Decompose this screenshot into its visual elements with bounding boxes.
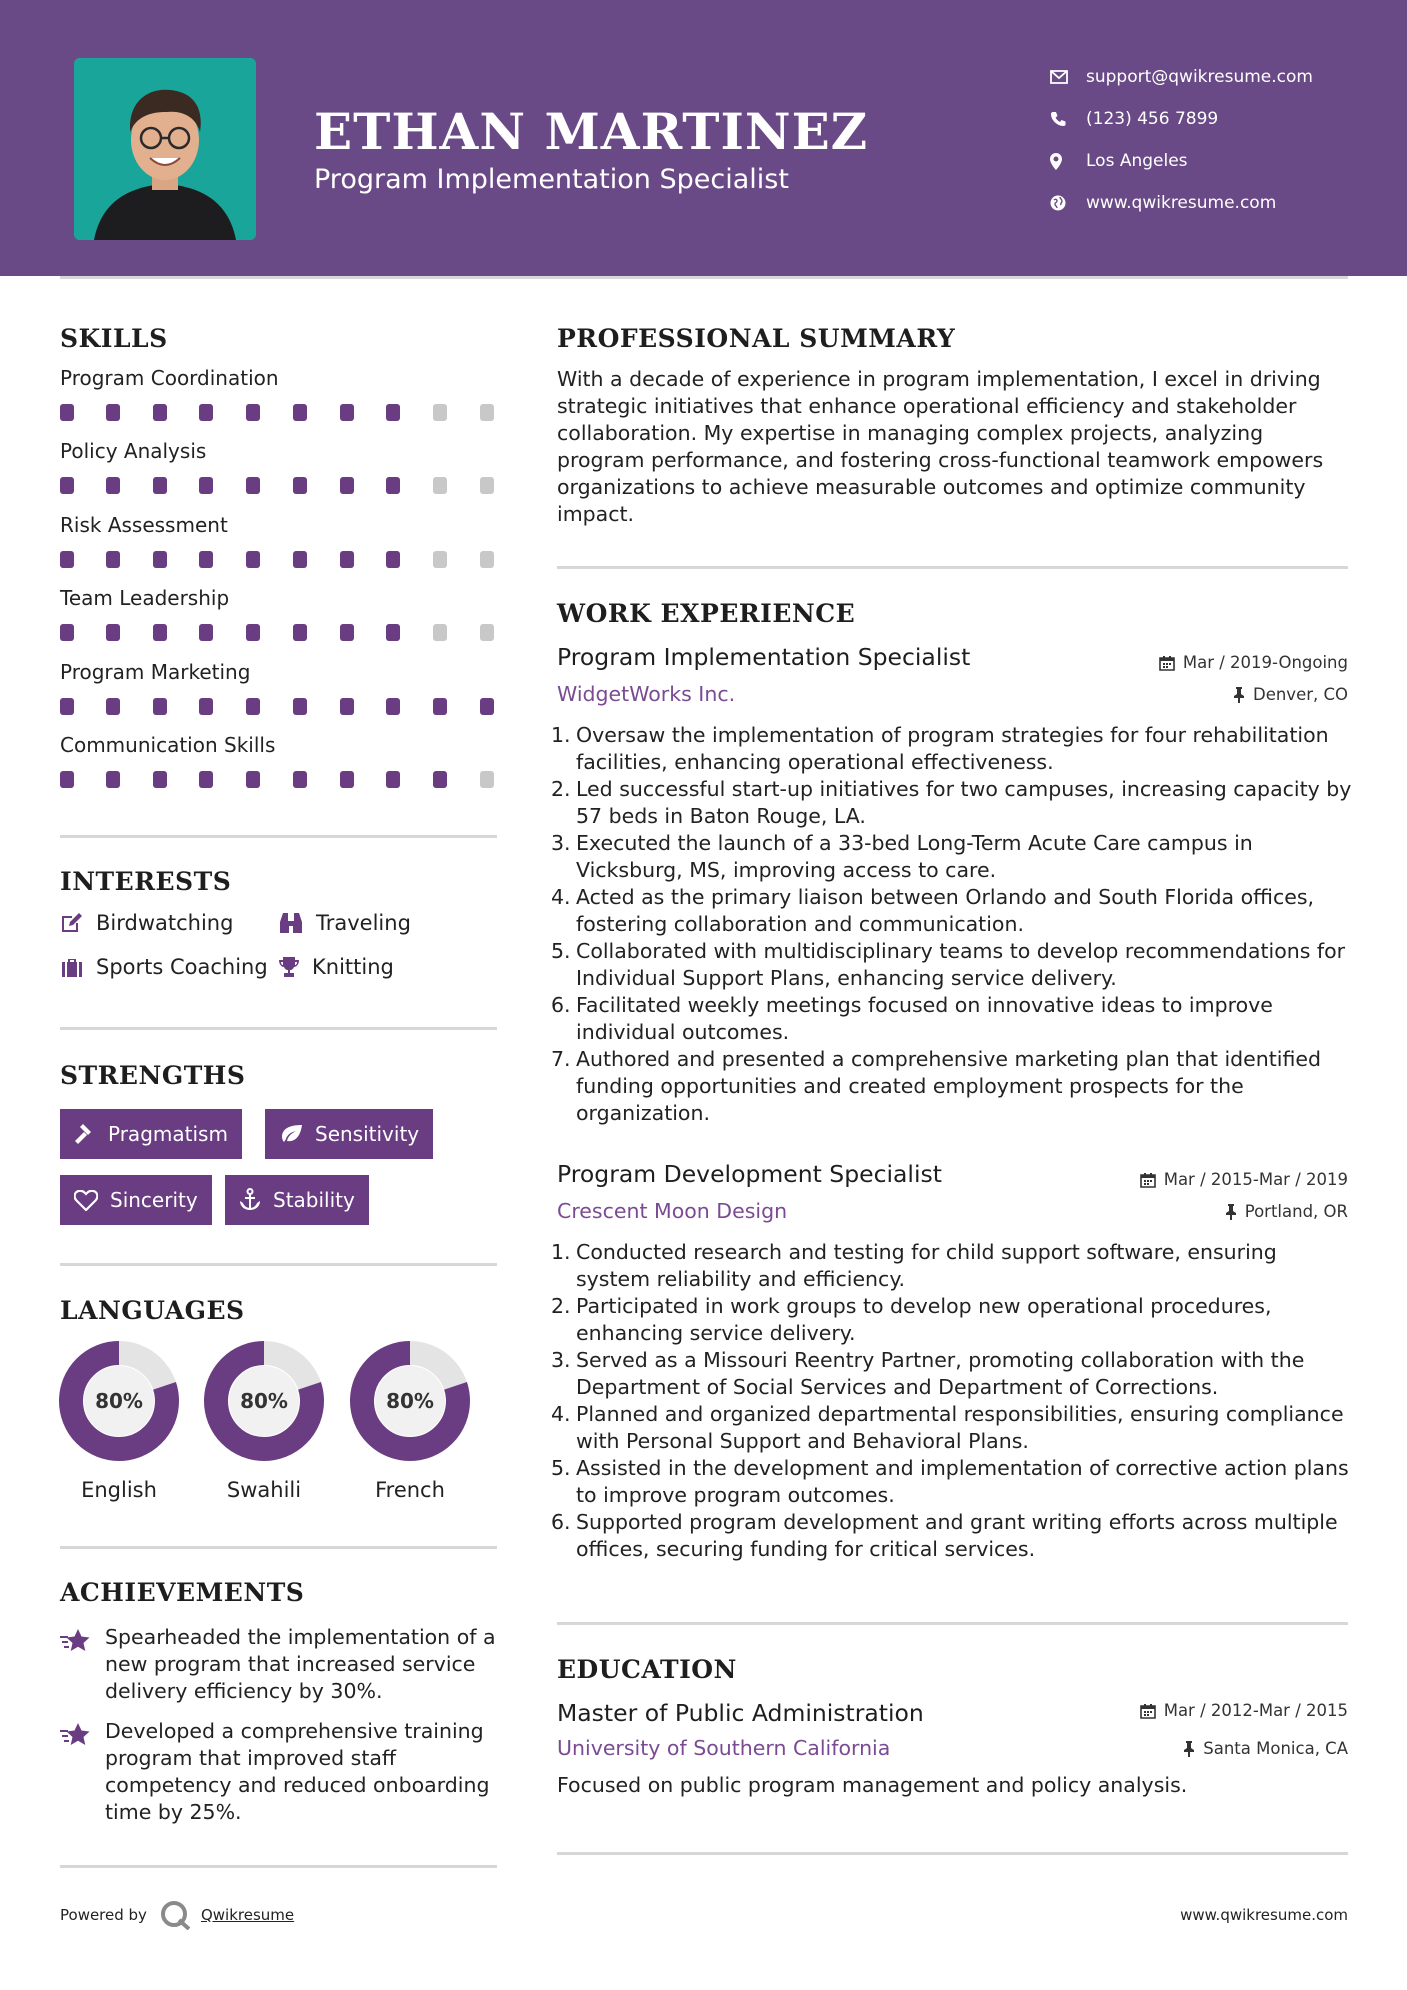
skill-item (60, 586, 500, 642)
language-item (203, 1340, 325, 1502)
skill-name: Team Leadership (60, 586, 230, 611)
job-bullets (551, 722, 1357, 1127)
pin-icon (1233, 687, 1245, 703)
resume-header (0, 0, 1407, 276)
footer-powered-by (60, 1900, 294, 1930)
skill-item (60, 439, 500, 495)
skill-dot-filled (386, 477, 400, 494)
skill-item (60, 366, 500, 422)
experience-heading: WORK EXPERIENCE (557, 599, 856, 628)
contact-location (1050, 140, 1313, 182)
header-divider (60, 276, 1348, 279)
location-text: Santa Monica, CA (1203, 1739, 1348, 1758)
skill-dot-filled (293, 404, 307, 421)
skill-dot-filled (106, 624, 120, 641)
job-bullet (551, 992, 1357, 1046)
job-bullet (551, 1293, 1357, 1347)
skill-dot-filled (480, 698, 494, 715)
bullet-number: 1. (551, 723, 571, 747)
skill-dot-filled (246, 771, 260, 788)
qwikresume-logo-icon (159, 1900, 193, 1930)
languages-heading: LANGUAGES (60, 1296, 245, 1325)
date-text: Mar / 2012-Mar / 2015 (1163, 1701, 1348, 1720)
contact-website[interactable] (1050, 182, 1313, 224)
strength-label: Sincerity (110, 1188, 198, 1212)
bullet-number: 3. (551, 831, 571, 855)
section-divider (557, 1852, 1348, 1855)
section-divider (60, 1027, 497, 1030)
gavel-icon (74, 1123, 96, 1145)
skill-level-dots (60, 698, 500, 716)
skill-dot-filled (293, 771, 307, 788)
skill-dot-filled (340, 404, 354, 421)
skill-level-dots (60, 477, 500, 495)
job-bullet (551, 1046, 1357, 1127)
skill-name: Program Coordination (60, 366, 279, 390)
skill-name: Risk Assessment (60, 512, 228, 537)
strength-label: Stability (273, 1188, 355, 1212)
bullet-text: Supported program development and grant writing efforts across multiple offices, securing funding for critical services. (576, 1510, 1338, 1561)
location-text: Portland, OR (1244, 1202, 1348, 1221)
skill-dot-filled (340, 698, 354, 715)
skill-dot-filled (106, 551, 120, 568)
job-bullet (551, 1509, 1357, 1563)
location-icon (1050, 153, 1086, 170)
powered-by-text: Powered by (60, 1906, 147, 1924)
star-icon (60, 1624, 105, 1705)
skill-dot-filled (199, 551, 213, 568)
bullet-text: Planned and organized departmental responsibilities, ensuring compliance with Personal Support and Behavioral Plans. (576, 1402, 1344, 1453)
skill-dot-filled (340, 477, 354, 494)
skill-dot-empty (480, 551, 494, 568)
skill-dot-empty (480, 404, 494, 421)
job-dates (1159, 653, 1348, 672)
skill-dot-empty (433, 551, 447, 568)
skill-dot-filled (153, 551, 167, 568)
skill-dot-filled (386, 551, 400, 568)
company-name: WidgetWorks Inc. (557, 682, 736, 706)
skill-name: Program Marketing (60, 659, 251, 684)
bullet-number: 5. (551, 939, 571, 963)
interest-label: Traveling (316, 911, 411, 935)
bullet-number: 4. (551, 1402, 571, 1426)
skill-dot-filled (106, 404, 120, 421)
interests-heading: INTERESTS (60, 867, 232, 896)
bullet-text: Led successful start-up initiatives for two campuses, increasing capacity by 57 beds in Baton Rouge, LA. (576, 777, 1352, 828)
section-divider (557, 1622, 1348, 1625)
strength-tag (60, 1175, 212, 1225)
skill-dot-filled (293, 551, 307, 568)
skill-dot-empty (433, 404, 447, 421)
strengths-heading: STRENGTHS (60, 1061, 246, 1090)
skill-level-dots (60, 551, 500, 569)
skill-dot-filled (60, 771, 74, 788)
trophy-icon (278, 956, 300, 978)
language-name: English (81, 1478, 157, 1502)
skill-dot-filled (153, 624, 167, 641)
skill-dot-filled (106, 698, 120, 715)
skill-dot-filled (340, 624, 354, 641)
job-bullet (551, 722, 1357, 776)
email-icon (1050, 70, 1086, 84)
skill-dot-filled (433, 698, 447, 715)
skill-dot-filled (340, 551, 354, 568)
strength-tag (60, 1109, 242, 1159)
bullet-number: 6. (551, 993, 571, 1017)
language-percent: 80% (386, 1389, 434, 1413)
strength-tag (225, 1175, 369, 1225)
skills-heading: SKILLS (60, 324, 168, 353)
calendar-icon (1140, 1172, 1156, 1188)
skill-dot-empty (480, 624, 494, 641)
skill-level-dots (60, 624, 500, 642)
skill-dot-filled (433, 771, 447, 788)
skill-dot-filled (106, 771, 120, 788)
language-name: French (375, 1478, 445, 1502)
strength-label: Sensitivity (315, 1122, 420, 1146)
achievement-item (60, 1624, 500, 1705)
achievement-text: Spearheaded the implementation of a new program that increased service delivery efficiency by 30%. (105, 1625, 496, 1703)
job-title: Program Development Specialist (557, 1160, 942, 1188)
interest-item (60, 955, 268, 979)
language-item (58, 1340, 180, 1502)
bullet-number: 7. (551, 1047, 571, 1071)
skill-level-dots (60, 771, 500, 789)
skill-dot-filled (153, 477, 167, 494)
skill-dot-filled (246, 404, 260, 421)
skill-dot-filled (60, 477, 74, 494)
job-location (1225, 1202, 1348, 1221)
language-item (349, 1340, 471, 1502)
skill-dot-filled (106, 477, 120, 494)
bullet-text: Executed the launch of a 33-bed Long-Term Acute Care campus in Vicksburg, MS, improving access to care. (576, 831, 1253, 882)
pin-icon (1225, 1204, 1237, 1220)
bullet-text: Collaborated with multidisciplinary teams to develop recommendations for Individual Support Plans, enhancing service delivery. (576, 939, 1346, 990)
bullet-text: Oversaw the implementation of program strategies for four rehabilitation facilities, enhancing operational effectiveness. (576, 723, 1329, 774)
date-text: Mar / 2015-Mar / 2019 (1163, 1170, 1348, 1189)
section-divider (60, 835, 497, 838)
bullet-text: Conducted research and testing for child support software, ensuring system reliability and efficiency. (576, 1240, 1277, 1291)
job-bullet (551, 776, 1357, 830)
bullet-number: 6. (551, 1510, 571, 1534)
contact-list (1050, 56, 1313, 224)
candidate-name: ETHAN MARTINEZ (314, 102, 869, 161)
job-bullets (551, 1239, 1357, 1563)
interest-label: Knitting (312, 955, 394, 979)
pin-icon (1183, 1741, 1195, 1757)
date-text: Mar / 2019-Ongoing (1182, 653, 1348, 672)
bullet-text: Assisted in the development and implementation of corrective action plans to improve program outcomes. (576, 1456, 1349, 1507)
education-description: Focused on public program management and policy analysis. (557, 1773, 1188, 1797)
section-divider (60, 1263, 497, 1266)
calendar-icon (1159, 655, 1175, 671)
skill-dot-filled (199, 698, 213, 715)
job-bullet (551, 1401, 1357, 1455)
skill-dot-filled (246, 698, 260, 715)
language-donut (203, 1340, 325, 1462)
bullet-text: Authored and presented a comprehensive marketing plan that identified funding opportunities and created employment prospects for the organization. (576, 1047, 1322, 1125)
skill-dot-filled (246, 624, 260, 641)
job-dates (1140, 1170, 1348, 1189)
bullet-number: 5. (551, 1456, 571, 1480)
profile-photo (74, 58, 256, 240)
suitcase-icon (60, 957, 84, 977)
contact-phone[interactable] (1050, 98, 1313, 140)
job-bullet (551, 1239, 1357, 1293)
summary-heading: PROFESSIONAL SUMMARY (557, 324, 956, 353)
star-icon (60, 1718, 105, 1826)
skill-dot-filled (199, 404, 213, 421)
skill-dot-filled (153, 404, 167, 421)
heart-icon (74, 1190, 98, 1211)
skill-dot-filled (199, 771, 213, 788)
skill-dot-filled (246, 551, 260, 568)
bullet-number: 1. (551, 1240, 571, 1264)
section-divider (557, 566, 1348, 569)
contact-text: support@qwikresume.com (1086, 67, 1313, 87)
skill-dot-filled (293, 477, 307, 494)
skill-dot-empty (433, 477, 447, 494)
skill-dot-filled (60, 551, 74, 568)
calendar-icon (1140, 1703, 1156, 1719)
interest-item (60, 911, 233, 935)
education-heading: EDUCATION (557, 1655, 737, 1684)
skill-dot-filled (386, 771, 400, 788)
skill-dot-filled (153, 698, 167, 715)
school-name: University of Southern California (557, 1736, 891, 1760)
company-name: Crescent Moon Design (557, 1199, 788, 1223)
bullet-text: Served as a Missouri Reentry Partner, promoting collaboration with the Department of Social Services and Department of Corrections. (576, 1348, 1305, 1399)
skill-dot-filled (60, 404, 74, 421)
skill-dot-filled (293, 698, 307, 715)
skill-dot-filled (386, 698, 400, 715)
bullet-number: 2. (551, 777, 571, 801)
summary-text: With a decade of experience in program implementation, I excel in driving strategic initiatives that enhance operational efficiency and stakeholder collaboration. My expertise in managing complex projects, analyzing program performance, and fostering cross-functional teamwork empowers organizations to achieve measurable outcomes and optimize community impact. (557, 367, 1324, 526)
skill-dot-filled (60, 698, 74, 715)
job-title: Program Implementation Specialist (557, 643, 971, 671)
binoculars-icon (278, 912, 304, 934)
skill-dot-filled (293, 624, 307, 641)
interest-item (278, 955, 394, 979)
language-percent: 80% (95, 1389, 143, 1413)
degree-title: Master of Public Administration (557, 1699, 924, 1727)
skill-dot-filled (60, 624, 74, 641)
bullet-number: 4. (551, 885, 571, 909)
language-percent: 80% (240, 1389, 288, 1413)
bullet-text: Facilitated weekly meetings focused on innovative ideas to improve individual outcomes. (576, 993, 1273, 1044)
education-location (1183, 1739, 1348, 1758)
bullet-text: Participated in work groups to develop new operational procedures, enhancing service delivery. (576, 1294, 1272, 1345)
anchor-icon (239, 1188, 261, 1212)
section-divider (60, 1865, 497, 1868)
skill-dot-empty (433, 624, 447, 641)
skill-dot-filled (199, 477, 213, 494)
skill-dot-filled (246, 477, 260, 494)
pencil-square-icon (60, 912, 84, 934)
skill-dot-filled (153, 771, 167, 788)
language-donut (349, 1340, 471, 1462)
bullet-text: Acted as the primary liaison between Orlando and South Florida offices, fostering collaboration and communication. (576, 885, 1315, 936)
language-donut (58, 1340, 180, 1462)
skill-dot-filled (340, 771, 354, 788)
achievements-heading: ACHIEVEMENTS (60, 1578, 305, 1607)
language-name: Swahili (226, 1478, 302, 1502)
skill-dot-empty (480, 477, 494, 494)
phone-icon (1050, 111, 1086, 127)
skill-item (60, 513, 500, 569)
interest-item (278, 911, 411, 935)
bullet-number: 3. (551, 1348, 571, 1372)
globe-icon (1050, 195, 1086, 211)
candidate-title: Program Implementation Specialist (314, 164, 789, 195)
skill-dot-filled (199, 624, 213, 641)
job-bullet (551, 884, 1357, 938)
achievement-text: Developed a comprehensive training program that improved staff competency and reduced onboarding time by 25%. (105, 1719, 490, 1824)
interest-label: Sports Coaching (96, 955, 268, 979)
footer-website[interactable]: www.qwikresume.com (1180, 1906, 1348, 1924)
contact-text: Los Angeles (1086, 151, 1188, 171)
skill-dot-filled (386, 404, 400, 421)
job-location (1233, 685, 1348, 704)
leaf-icon (279, 1124, 303, 1144)
strength-tag (265, 1109, 433, 1159)
job-bullet (551, 830, 1357, 884)
job-bullet (551, 1455, 1357, 1509)
strength-label: Pragmatism (108, 1122, 228, 1146)
skill-name: Communication Skills (60, 733, 276, 757)
location-text: Denver, CO (1252, 685, 1348, 704)
contact-text: www.qwikresume.com (1086, 193, 1277, 213)
interest-label: Birdwatching (96, 911, 234, 935)
skill-dot-empty (480, 771, 494, 788)
bullet-number: 2. (551, 1294, 571, 1318)
education-dates (1140, 1701, 1348, 1720)
section-divider (60, 1546, 497, 1549)
skill-level-dots (60, 404, 500, 422)
contact-email[interactable] (1050, 56, 1313, 98)
job-bullet (551, 1347, 1357, 1401)
brand-link[interactable]: Qwikresume (200, 1906, 295, 1924)
job-bullet (551, 938, 1357, 992)
skill-item (60, 660, 500, 716)
skill-item (60, 733, 500, 789)
contact-text: (123) 456 7899 (1086, 109, 1219, 129)
skill-dot-filled (386, 624, 400, 641)
achievement-item (60, 1718, 500, 1826)
skill-name: Policy Analysis (60, 439, 207, 464)
